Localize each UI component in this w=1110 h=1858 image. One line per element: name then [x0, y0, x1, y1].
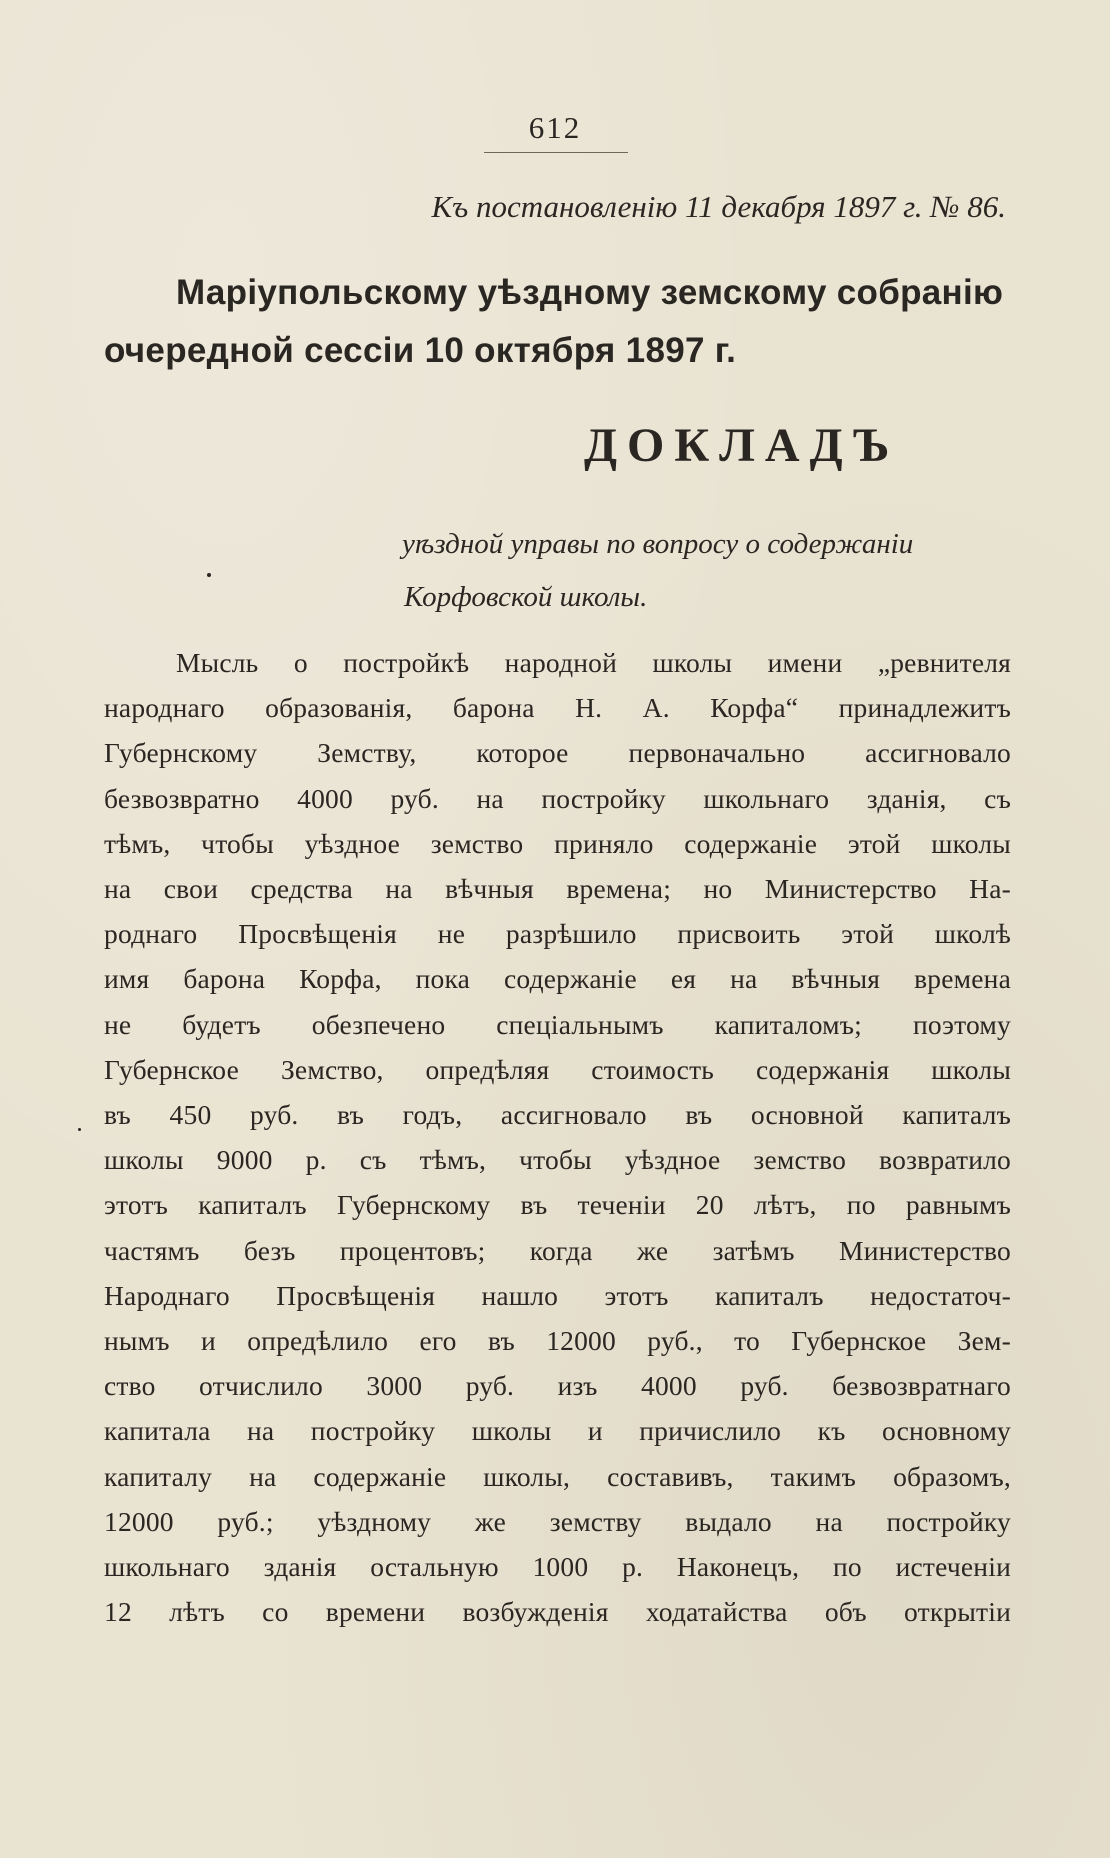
body-line: 12000 руб.; уѣздному же земству выдало на постройку — [104, 1505, 1011, 1537]
body-line: 12 лѣтъ со времени возбужденія ходатайства объ открытіи — [104, 1596, 1011, 1628]
body-line: Губернскому Земству, которое первоначально ассигновало — [104, 737, 1011, 769]
body-line: не будетъ обезпечено спеціальнымъ капиталомъ; поэтому — [104, 1008, 1011, 1040]
body-line: Народнаго Просвѣщенія нашло этотъ капиталъ недостаточ- — [104, 1279, 1011, 1311]
body-line: роднаго Просвѣщенія не разрѣшило присвоить этой школѣ — [104, 918, 1011, 950]
body-line: капитала на постройку школы и причислило къ основному — [104, 1415, 1011, 1447]
body-line: частямъ безъ процентовъ; когда же затѣмъ Министерство — [104, 1234, 1011, 1266]
body-line: народнаго образованія, барона Н. А. Корфа“ принадлежитъ — [104, 692, 1011, 724]
body-line: на свои средства на вѣчныя времена; но Министерство На- — [104, 873, 1011, 905]
report-title: ДОКЛАДЪ — [584, 419, 900, 472]
page-number: 612 — [528, 110, 582, 145]
page-number-rule — [484, 152, 628, 153]
body-line: школы 9000 р. съ тѣмъ, чтобы уѣздное земство возвратило — [104, 1144, 1011, 1176]
ink-speck — [78, 1128, 81, 1131]
body-line: Губернское Земство, опредѣляя стоимость содержанія школы — [104, 1053, 1011, 1085]
subtitle-line-2: Корфовской школы. — [404, 581, 648, 613]
body-line: Мысль о постройкѣ народной школы имени „ревнителя — [176, 647, 1011, 678]
body-paragraph — [104, 640, 1011, 1634]
addressee-heading — [104, 264, 1006, 380]
body-line: ство отчислило 3000 руб. изъ 4000 руб. безвозвратнаго — [104, 1370, 1011, 1402]
resolution-reference: Къ постановленію 11 декабря 1897 г. № 86. — [431, 189, 1006, 224]
body-line: школьнаго зданія остальную 1000 р. Наконецъ, по истеченіи — [104, 1551, 1011, 1583]
body-line: въ 450 руб. въ годъ, ассигновало въ основной капиталъ — [104, 1099, 1011, 1131]
subtitle-line-1: уѣздной управы по вопросу о содержаніи — [402, 528, 914, 560]
addressee-line-1: Маріупольскому уѣздному земскому собранію — [176, 273, 1004, 312]
ink-speck — [207, 573, 211, 577]
body-line: имя барона Корфа, пока содержаніе ея на вѣчныя времена — [104, 963, 1011, 995]
body-line: нымъ и опредѣлило его въ 12000 руб., то Губернское Зем- — [104, 1325, 1011, 1357]
body-line: этотъ капиталъ Губернскому въ теченіи 20 лѣтъ, по равнымъ — [104, 1189, 1011, 1221]
body-line: тѣмъ, чтобы уѣздное земство приняло содержаніе этой школы — [104, 827, 1011, 859]
body-line: капиталу на содержаніе школы, составивъ, такимъ образомъ, — [104, 1460, 1011, 1492]
addressee-line-2: очередной сессіи 10 октября 1897 г. — [104, 331, 737, 370]
body-line: безвозвратно 4000 руб. на постройку школьнаго зданія, съ — [104, 782, 1011, 814]
report-subtitle — [402, 518, 913, 624]
